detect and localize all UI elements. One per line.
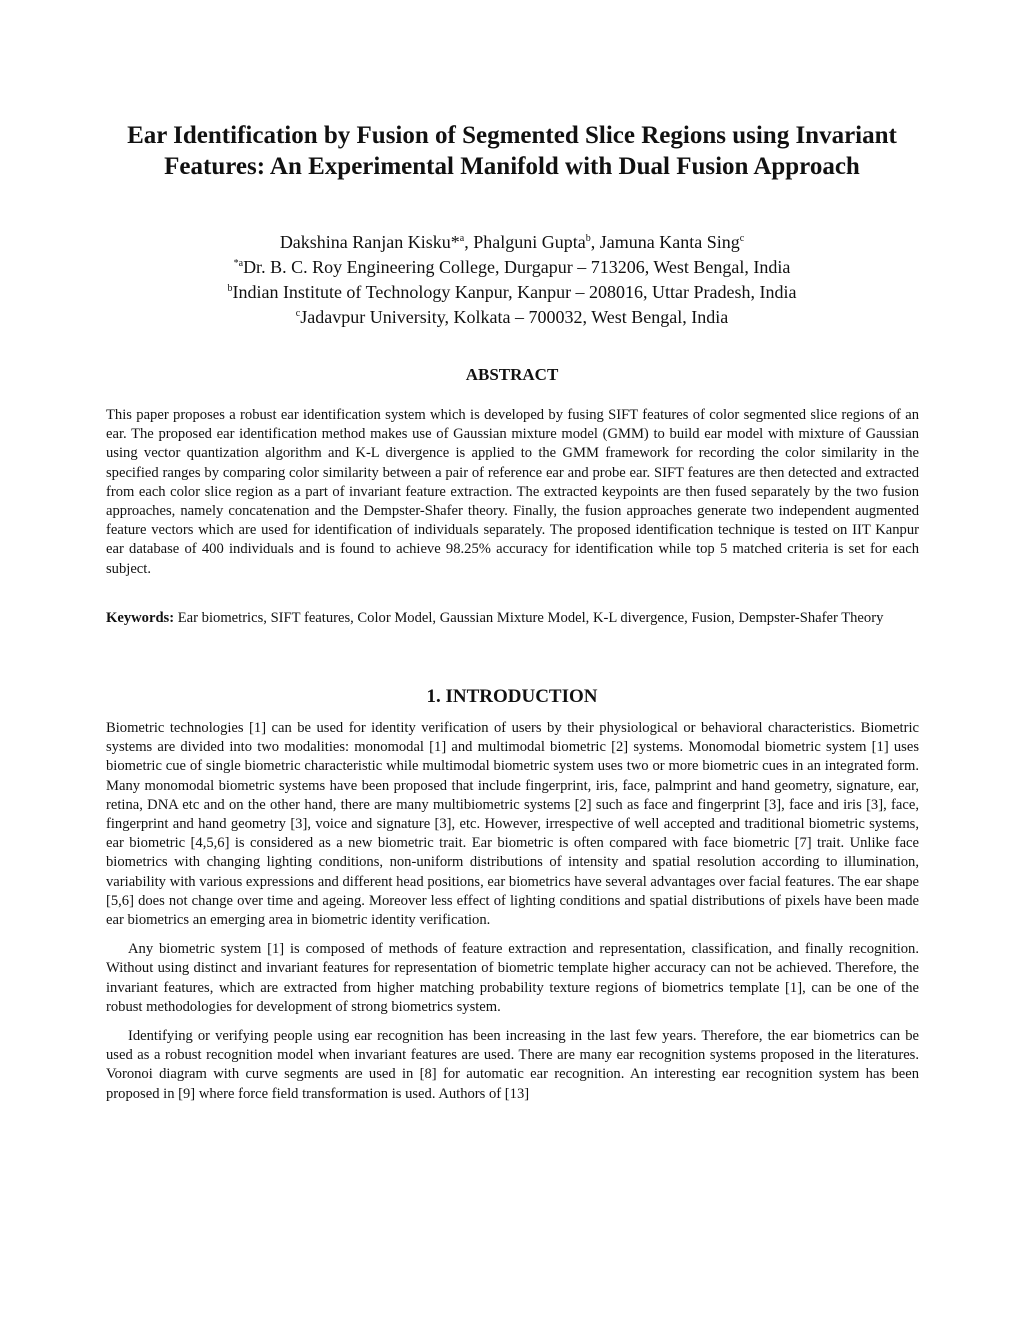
author-separator: , — [590, 232, 600, 252]
author-name: Phalguni Gupta — [473, 232, 586, 252]
affiliation-line — [100, 305, 924, 330]
abstract-heading: ABSTRACT — [465, 365, 559, 384]
author-separator: , — [464, 232, 474, 252]
affiliation-superscript: c — [295, 308, 301, 319]
paper-title: Ear Identification by Fusion of Segmented Slice Regions using Invariant Features: An Experimental Manifold with Dual Fusion Approach — [127, 122, 897, 180]
keywords-label: Keywords: — [106, 610, 175, 626]
affiliation-line — [100, 255, 924, 280]
introduction-heading: 1. INTRODUCTION — [426, 686, 598, 707]
affiliation-line — [100, 280, 924, 305]
abstract-text: This paper proposes a robust ear identification system which is developed by fusing SIFT features of color segmented slice regions of an ear. The proposed ear identification method makes use of Gaussian mixture model (GMM) to build ear model with mixture of Gaussian using vector quantization algorithm and K-L divergence is applied to the GMM framework for recording the color similarity in the specified ranges by comparing color similarity between a pair of reference ear and probe ear. SIFT features are then detected and extracted from each color slice region as a part of invariant feature extraction. The extracted keypoints are then fused separately by the two fusion approaches, namely concatenation and the Dempster-Shafer theory. Finally, the fusion approaches generate two independent augmented feature vectors which are used for identification of individuals separately. The proposed identification technique is tested on IIT Kanpur ear database of 400 individuals and is found to achieve 98.25% accuracy for identification while top 5 matched criteria is set for each subject. — [106, 407, 919, 577]
author-superscript: a — [459, 233, 465, 244]
affiliation-superscript: *a — [233, 258, 244, 269]
introduction-paragraph: Any biometric system [1] is composed of methods of feature extraction and representation, classification, and finally recognition. Without using distinct and invariant features for representation of biometric template higher accuracy can not be achieved. Therefore, the invariant features, which are extracted from higher matching probability texture regions of biometrics template [1], can be one of the robust methodologies for development of strong biometrics system. — [106, 941, 919, 1015]
author-name: Dakshina Ranjan Kisku* — [279, 232, 460, 252]
keywords-text: Ear biometrics, SIFT features, Color Model, Gaussian Mixture Model, K-L divergence, Fusion, Dempster-Shafer Theory — [177, 610, 884, 626]
introduction-paragraph: Identifying or verifying people using ear recognition has been increasing in the last few years. Therefore, the ear biometrics can be used as a robust recognition model when invariant features are used. There are many ear recognition systems proposed in the literatures. Voronoi diagram with curve segments are used in [8] for automatic ear recognition. An interesting ear recognition system has been proposed in [9] where force field transformation is used. Authors of [13] — [106, 1028, 919, 1102]
affiliation-text: Dr. B. C. Roy Engineering College, Durgapur – 713206, West Bengal, India — [243, 257, 791, 277]
author-superscript: c — [739, 233, 745, 244]
author-line — [100, 230, 924, 255]
author-name: Jamuna Kanta Sing — [599, 232, 740, 252]
affiliation-superscript: b — [227, 283, 233, 294]
affiliation-text: Jadavpur University, Kolkata – 700032, West Bengal, India — [300, 307, 729, 327]
author-superscript: b — [585, 233, 591, 244]
keywords-paragraph — [106, 609, 919, 628]
author-block — [100, 230, 924, 330]
affiliation-text: Indian Institute of Technology Kanpur, Kanpur – 208016, Uttar Pradesh, India — [232, 282, 797, 302]
introduction-paragraph: Biometric technologies [1] can be used for identity verification of users by their physiological or behavioral characteristics. Biometric systems are divided into two modalities: monomodal [1] and multimodal biometric [2] systems. Monomodal biometric system [1] uses biometric cue of single biometric characteristic while multimodal biometric system uses two or more biometric cues in an integrated form. Many monomodal biometric systems have been proposed that include fingerprint, iris, face, palmprint and hand geometry, signature, ear, retina, DNA etc and on the other hand, there are many multibiometric systems [2] such as face and fingerprint [3], face and iris [3], face, fingerprint and hand geometry [3], voice and signature [3], etc. However, irrespective of well accepted and traditional biometric systems, ear biometric [4,5,6] is considered as a new biometric trait. Ear biometric is often compared with face biometric [7] trait. Unlike face biometrics with changing lighting conditions, non-uniform distributions of intensity and spatial resolution according to illumination, variability with various expressions and different head positions, ear biometrics have several advantages over facial features. The ear shape [5,6] does not change over time and ageing. Moreover less effect of lighting conditions and spatial distributions of pixels have been made ear biometrics an emerging area in biometric identity verification. — [106, 720, 919, 929]
introduction-body — [106, 719, 919, 1114]
